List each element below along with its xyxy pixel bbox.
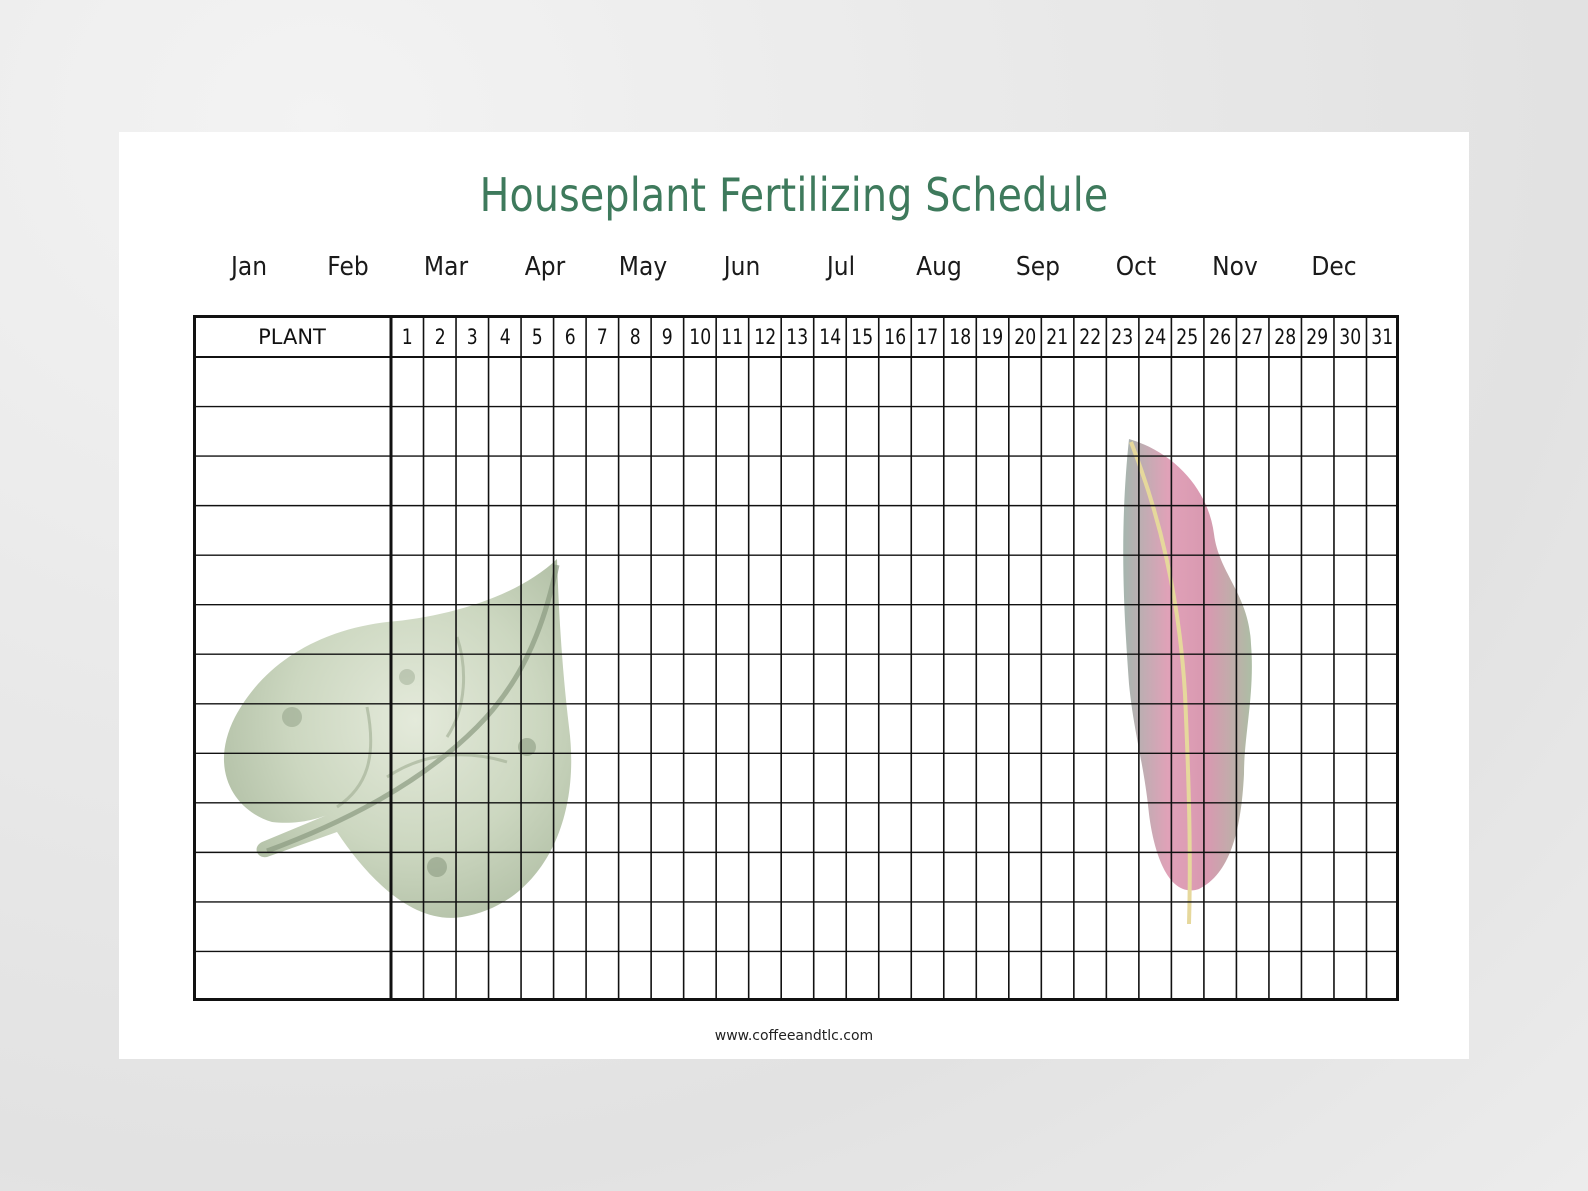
month-row	[119, 252, 1469, 292]
day-header-9: 9	[661, 325, 673, 349]
day-header-28: 28	[1274, 325, 1297, 349]
plant-column-header: PLANT	[258, 325, 326, 349]
day-header-2: 2	[434, 325, 446, 349]
day-header-23: 23	[1111, 325, 1134, 349]
month-label-dec: Dec	[1310, 252, 1357, 282]
day-header-22: 22	[1079, 325, 1102, 349]
day-header-17: 17	[916, 325, 939, 349]
month-label-sep: Sep	[1015, 252, 1060, 282]
day-header-27: 27	[1241, 325, 1264, 349]
day-header-16: 16	[884, 325, 906, 349]
day-header-8: 8	[629, 325, 641, 349]
month-label-jan: Jan	[230, 252, 268, 282]
day-header-14: 14	[818, 325, 841, 349]
month-label-apr: Apr	[524, 252, 566, 282]
day-header-19: 19	[981, 325, 1004, 349]
day-header-15: 15	[851, 325, 874, 349]
month-label-feb: Feb	[326, 252, 369, 282]
day-header-3: 3	[466, 325, 478, 349]
day-header-21: 21	[1046, 325, 1069, 349]
day-header-10: 10	[688, 325, 711, 349]
grid-lines	[193, 315, 1399, 1001]
month-label-jul: Jul	[826, 252, 855, 282]
month-label-oct: Oct	[1116, 252, 1157, 282]
month-label-nov: Nov	[1212, 252, 1258, 282]
day-header-30: 30	[1339, 325, 1362, 349]
day-header-4: 4	[499, 325, 511, 349]
month-label-mar: Mar	[424, 252, 469, 282]
schedule-sheet	[119, 132, 1469, 1059]
month-label-jun: Jun	[723, 252, 761, 282]
website-url: www.coffeeandtlc.com	[714, 1028, 874, 1044]
day-header-18: 18	[949, 325, 971, 349]
day-header-31: 31	[1371, 325, 1394, 349]
day-header-20: 20	[1014, 325, 1037, 349]
month-label-aug: Aug	[916, 252, 963, 282]
day-header-12: 12	[753, 325, 776, 349]
grid-border	[195, 317, 1398, 1000]
day-header-26: 26	[1209, 325, 1232, 349]
month-label-may: May	[619, 252, 668, 282]
day-header-1: 1	[401, 325, 413, 349]
day-header-29: 29	[1306, 325, 1329, 349]
day-header-5: 5	[531, 325, 543, 349]
schedule-grid	[193, 315, 1399, 1001]
day-header-11: 11	[721, 325, 744, 349]
day-header-13: 13	[786, 325, 809, 349]
day-header-24: 24	[1144, 325, 1167, 349]
day-header-25: 25	[1176, 325, 1199, 349]
page-title: Houseplant Fertilizing Schedule	[479, 168, 1109, 222]
day-header-7: 7	[596, 325, 608, 349]
day-header-6: 6	[564, 325, 576, 349]
